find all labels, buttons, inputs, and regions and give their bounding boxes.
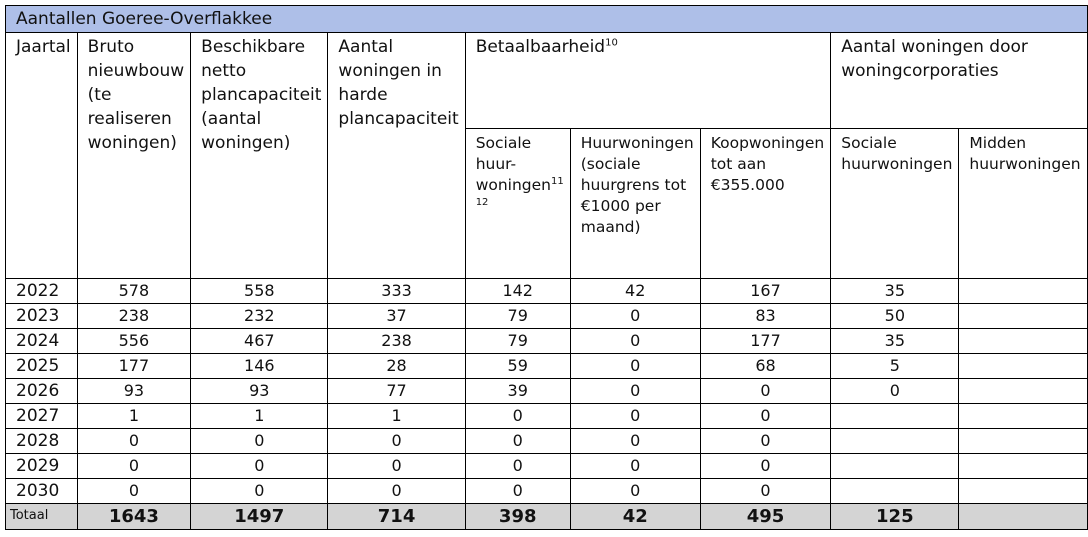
cell-harde: 333 (328, 279, 465, 304)
cell-corp-midden (959, 329, 1087, 354)
cell-corp-sociale (831, 454, 959, 479)
cell-harde: 1 (328, 404, 465, 429)
cell-huur: 0 (570, 304, 700, 329)
cell-corp-sociale: 50 (831, 304, 959, 329)
cell-corp-sociale (831, 479, 959, 504)
table-row (6, 429, 1088, 454)
cell-netto: 93 (191, 379, 328, 404)
total-bruto: 1643 (77, 504, 191, 530)
cell-netto: 1 (191, 404, 328, 429)
cell-harde: 77 (328, 379, 465, 404)
table-row (6, 279, 1088, 304)
cell-sociale: 0 (465, 404, 570, 429)
header-sociale-huur (465, 129, 570, 279)
header-corp-midden: Midden huurwoningen (959, 129, 1087, 279)
header-corp-sociale: Sociale huurwoningen (831, 129, 959, 279)
cell-netto: 0 (191, 454, 328, 479)
cell-corp-sociale: 35 (831, 279, 959, 304)
cell-netto: 146 (191, 354, 328, 379)
header-koopwoningen: Koopwoningen tot aan €355.000 (700, 129, 831, 279)
cell-corp-sociale (831, 404, 959, 429)
cell-netto: 0 (191, 479, 328, 504)
year-cell: 2027 (6, 404, 78, 429)
cell-bruto: 0 (77, 429, 191, 454)
cell-huur: 0 (570, 429, 700, 454)
table-row (6, 304, 1088, 329)
total-row (6, 504, 1088, 530)
year-cell: 2025 (6, 354, 78, 379)
cell-corp-midden (959, 354, 1087, 379)
cell-corp-midden (959, 479, 1087, 504)
cell-bruto: 1 (77, 404, 191, 429)
cell-koop: 83 (700, 304, 831, 329)
cell-bruto: 238 (77, 304, 191, 329)
cell-huur: 0 (570, 404, 700, 429)
year-cell: 2024 (6, 329, 78, 354)
cell-corp-midden (959, 404, 1087, 429)
cell-netto: 0 (191, 429, 328, 454)
year-cell: 2029 (6, 454, 78, 479)
header-betaalbaarheid-text: Betaalbaarheid (475, 37, 606, 57)
year-cell: 2030 (6, 479, 78, 504)
cell-netto: 232 (191, 304, 328, 329)
cell-koop: 177 (700, 329, 831, 354)
cell-sociale: 79 (465, 304, 570, 329)
cell-sociale: 0 (465, 479, 570, 504)
cell-bruto: 93 (77, 379, 191, 404)
cell-bruto: 177 (77, 354, 191, 379)
table-row (6, 379, 1088, 404)
cell-corp-sociale (831, 429, 959, 454)
table-row (6, 454, 1088, 479)
cell-huur: 42 (570, 279, 700, 304)
cell-sociale: 0 (465, 454, 570, 479)
cell-huur: 0 (570, 479, 700, 504)
cell-corp-sociale: 35 (831, 329, 959, 354)
cell-netto: 558 (191, 279, 328, 304)
cell-koop: 0 (700, 404, 831, 429)
year-cell: 2026 (6, 379, 78, 404)
cell-corp-midden (959, 454, 1087, 479)
cell-harde: 0 (328, 454, 465, 479)
total-label: Totaal (6, 504, 78, 530)
header-huurwoningen: Huurwoningen (sociale huurgrens tot €1000 per maand) (570, 129, 700, 279)
table-row (6, 329, 1088, 354)
header-betaalbaarheid (465, 33, 831, 129)
year-cell: 2022 (6, 279, 78, 304)
cell-corp-sociale: 5 (831, 354, 959, 379)
cell-huur: 0 (570, 454, 700, 479)
cell-koop: 0 (700, 454, 831, 479)
header-sociale-huur-text: Sociale huur-woningen (475, 134, 552, 194)
header-year: Jaartal (6, 33, 78, 279)
cell-koop: 68 (700, 354, 831, 379)
cell-bruto: 578 (77, 279, 191, 304)
footnote-ref-10: 10 (605, 37, 618, 49)
cell-koop: 0 (700, 379, 831, 404)
cell-sociale: 0 (465, 429, 570, 454)
table-title: Aantallen Goeree-Overflakkee (6, 6, 1088, 33)
total-sociale: 398 (465, 504, 570, 530)
table-row (6, 354, 1088, 379)
cell-bruto: 0 (77, 479, 191, 504)
cell-corp-midden (959, 379, 1087, 404)
cell-sociale: 79 (465, 329, 570, 354)
cell-sociale: 142 (465, 279, 570, 304)
total-huur: 42 (570, 504, 700, 530)
cell-harde: 37 (328, 304, 465, 329)
cell-huur: 0 (570, 379, 700, 404)
total-netto: 1497 (191, 504, 328, 530)
cell-sociale: 59 (465, 354, 570, 379)
cell-netto: 467 (191, 329, 328, 354)
header-beschikbare: Beschikbare netto plancapaciteit (aantal woningen) (191, 33, 328, 279)
header-corporaties: Aantal woningen door woningcorporaties (831, 33, 1087, 129)
header-aantal-harde: Aantal woningen in harde plancapaciteit (328, 33, 465, 279)
cell-harde: 28 (328, 354, 465, 379)
table-container (5, 5, 1088, 530)
cell-harde: 238 (328, 329, 465, 354)
total-harde: 714 (328, 504, 465, 530)
cell-koop: 167 (700, 279, 831, 304)
cell-huur: 0 (570, 354, 700, 379)
table-row (6, 404, 1088, 429)
table-row (6, 479, 1088, 504)
cell-harde: 0 (328, 479, 465, 504)
total-koop: 495 (700, 504, 831, 530)
year-cell: 2028 (6, 429, 78, 454)
cell-bruto: 556 (77, 329, 191, 354)
total-corp-midden (959, 504, 1087, 530)
cell-harde: 0 (328, 429, 465, 454)
cell-corp-midden (959, 279, 1087, 304)
cell-sociale: 39 (465, 379, 570, 404)
footnote-ref-11-12: 11 12 (475, 175, 564, 208)
header-bruto: Bruto nieuwbouw (te realiseren woningen) (77, 33, 191, 279)
year-cell: 2023 (6, 304, 78, 329)
cell-corp-midden (959, 304, 1087, 329)
cell-bruto: 0 (77, 454, 191, 479)
total-corp-sociale: 125 (831, 504, 959, 530)
cell-huur: 0 (570, 329, 700, 354)
cell-koop: 0 (700, 429, 831, 454)
cell-corp-midden (959, 429, 1087, 454)
cell-corp-sociale: 0 (831, 379, 959, 404)
cell-koop: 0 (700, 479, 831, 504)
housing-table (5, 5, 1088, 530)
